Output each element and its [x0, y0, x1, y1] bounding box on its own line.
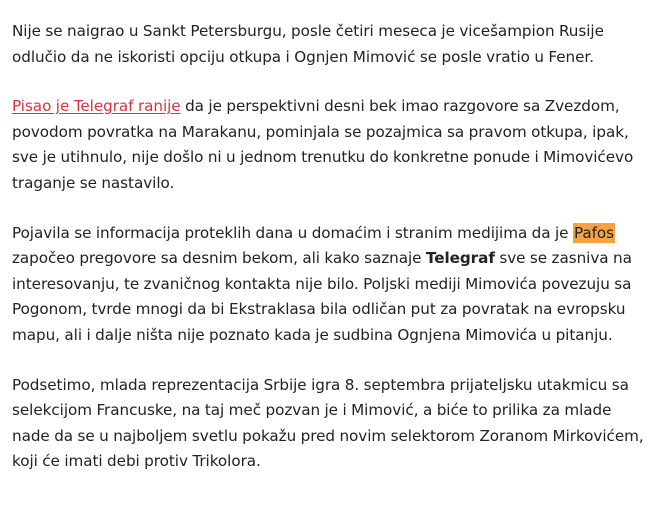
paragraph-3-lead: Pojavila se informacija proteklih dana u domaćim i stranim medijima da je — [12, 223, 573, 242]
paragraph-3-mid: započeo pregovore sa desnim bekom, ali kako saznaje — [12, 249, 426, 268]
paragraph-1-text: Nije se naigrao u Sankt Petersburgu, posle četiri meseca je vicešampion Rusije odlučio da ne iskoristi opciju otkupa i Ognjen Mimović se posle vratio u Fener. — [12, 22, 604, 66]
paragraph-4-text: Podsetimo, mlada reprezentacija Srbije igra 8. septembra prijateljsku utakmicu sa selekcijom Francuske, na taj meč pozvan je i Mimović, a biće to prilika za mlade nade da se u najboljem svetlu pokažu pred novim selektorom Zoranom Mirkovićem, koji će imati debi protiv Trikolora. — [12, 375, 644, 471]
paragraph-3 — [12, 221, 653, 349]
paragraph-1 — [12, 19, 653, 70]
paragraph-3-tail: sve se zasniva na interesovanju, te zvaničnog kontakta nije bilo. Poljski mediji Mimovića povezuju sa Pogonom, tvrde mnogi da bi Ekstraklasa bila odličan put za povratak na evropsku mapu, ali i dalje ništa nije poznato kada je sudbina Ognjena Mimovića u pitanju. — [12, 249, 632, 344]
telegraf-earlier-link[interactable]: Pisao je Telegraf ranije — [12, 97, 181, 116]
telegraf-bold: Telegraf — [425, 249, 495, 268]
pafos-highlight: Pafos — [573, 223, 615, 242]
paragraph-2-text: da je perspektivni desni bek imao razgovore sa Zvezdom, povodom povratka na Marakanu, pominjala se pozajmica sa pravom otkupa, ipak, sve je utihnulo, nije došlo ni u jednom trenutku do konkretne ponude i Mimovićevo traganje se nastavilo. — [12, 97, 634, 192]
paragraph-2 — [12, 94, 653, 196]
paragraph-4 — [12, 373, 653, 475]
